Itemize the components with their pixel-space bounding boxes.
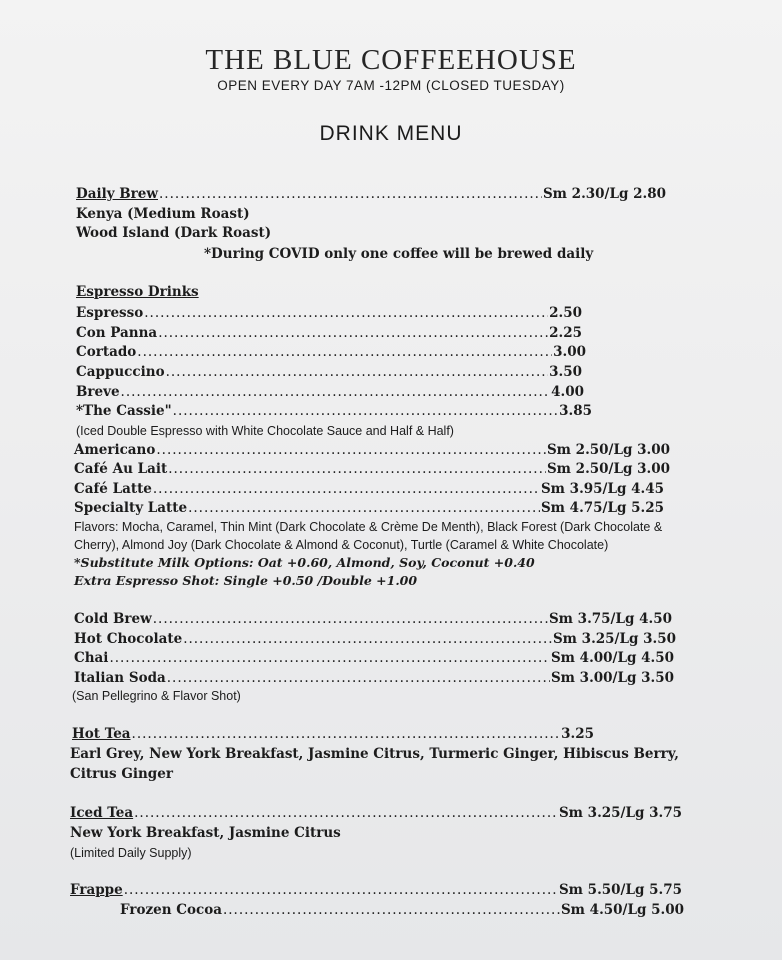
hot-tea-varieties: Citrus Ginger — [70, 766, 173, 782]
item-name: Hot Chocolate — [74, 631, 183, 647]
extra-shot: Extra Espresso Shot: Single +0.50 /Double +1.00 — [74, 573, 418, 588]
item-name: *The Cassie" — [76, 403, 172, 419]
flavors-text: Cherry), Almond Joy (Dark Chocolate & Almond & Coconut), Turtle (Caramel & White Chocolate) — [74, 538, 609, 552]
leader-dots — [156, 442, 546, 458]
item-price: 3.85 — [559, 403, 592, 419]
milk-options: *Substitute Milk Options: Oat +0.60, Almond, Soy, Coconut +0.40 — [74, 555, 535, 570]
item-price: Sm 2.50/Lg 3.00 — [546, 461, 670, 477]
leader-dots — [137, 344, 552, 360]
roast-item: Kenya (Medium Roast) — [76, 206, 250, 222]
menu-item — [74, 650, 674, 666]
leader-dots — [188, 500, 540, 516]
menu-item — [76, 325, 582, 341]
item-price: 4.00 — [551, 384, 584, 400]
menu-item — [74, 670, 674, 686]
item-name: Cold Brew — [74, 611, 152, 627]
item-price: 2.50 — [549, 305, 582, 321]
item-name: Breve — [76, 384, 120, 400]
leader-dots — [159, 186, 542, 202]
leader-dots — [153, 611, 548, 627]
hot-tea-label: Hot Tea — [72, 726, 131, 742]
espresso-heading: Espresso Drinks — [76, 284, 199, 300]
page-title: THE BLUE COFFEEHOUSE — [205, 44, 577, 76]
menu-item — [74, 481, 664, 497]
item-name: Americano — [74, 442, 156, 458]
covid-note: *During COVID only one coffee will be brewed daily — [204, 246, 594, 262]
leader-dots — [183, 631, 552, 647]
hot-tea-line — [72, 726, 594, 742]
item-name: Cappuccino — [76, 364, 165, 380]
leader-dots — [153, 481, 540, 497]
item-price: 3.00 — [553, 344, 586, 360]
daily-brew-line — [76, 186, 666, 202]
item-price: Sm 2.50/Lg 3.00 — [546, 442, 670, 458]
leader-dots — [134, 805, 558, 821]
item-name: Con Panna — [76, 325, 158, 341]
hot-tea-varieties: Earl Grey, New York Breakfast, Jasmine Citrus, Turmeric Ginger, Hibiscus Berry, — [70, 746, 680, 762]
item-name: Café Latte — [74, 481, 152, 497]
menu-item — [76, 384, 584, 400]
menu-title: DRINK MENU — [319, 122, 463, 145]
leader-dots — [121, 384, 551, 400]
item-price: Sm 3.25/Lg 3.50 — [552, 631, 676, 647]
item-price: Sm 4.00/Lg 4.50 — [550, 650, 674, 666]
frappe-line — [70, 882, 682, 898]
daily-brew-label: Daily Brew — [76, 186, 158, 202]
frozen-cocoa-line — [120, 902, 684, 918]
menu-item — [74, 611, 672, 627]
leader-dots — [223, 902, 560, 918]
roast-item: Wood Island (Dark Roast) — [76, 225, 272, 241]
iced-tea-price: Sm 3.25/Lg 3.75 — [558, 805, 682, 821]
cassie-description: (Iced Double Espresso with White Chocolate Sauce and Half & Half) — [76, 424, 454, 438]
menu-item — [74, 461, 670, 477]
menu-item — [76, 364, 582, 380]
menu-item — [74, 442, 670, 458]
item-name: Café Au Lait — [74, 461, 168, 477]
iced-tea-label: Iced Tea — [70, 805, 134, 821]
frappe-label: Frappe — [70, 882, 123, 898]
item-name: Specialty Latte — [74, 500, 188, 516]
leader-dots — [158, 325, 548, 341]
menu-item — [76, 344, 586, 360]
leader-dots — [167, 670, 550, 686]
menu-item — [76, 403, 592, 419]
daily-brew-price: Sm 2.30/Lg 2.80 — [542, 186, 666, 202]
item-name: Cortado — [76, 344, 137, 360]
soda-note: (San Pellegrino & Flavor Shot) — [72, 689, 241, 703]
menu-item — [74, 631, 676, 647]
menu-item — [74, 500, 664, 516]
leader-dots — [144, 305, 548, 321]
iced-tea-varieties: New York Breakfast, Jasmine Citrus — [70, 825, 341, 841]
iced-tea-note: (Limited Daily Supply) — [70, 846, 192, 860]
frozen-cocoa-label: Frozen Cocoa — [120, 902, 222, 918]
hot-tea-price: 3.25 — [561, 726, 594, 742]
leader-dots — [124, 882, 558, 898]
item-price: Sm 3.95/Lg 4.45 — [540, 481, 664, 497]
leader-dots — [166, 364, 549, 380]
frozen-cocoa-price: Sm 4.50/Lg 5.00 — [560, 902, 684, 918]
leader-dots — [132, 726, 561, 742]
leader-dots — [168, 461, 546, 477]
item-price: 3.50 — [549, 364, 582, 380]
flavors-text: Flavors: Mocha, Caramel, Thin Mint (Dark Chocolate & Crème De Menth), Black Forest (Dark Chocolate & — [74, 520, 663, 534]
leader-dots — [173, 403, 558, 419]
item-price: Sm 3.75/Lg 4.50 — [548, 611, 672, 627]
item-price: 2.25 — [549, 325, 582, 341]
item-price: Sm 3.00/Lg 3.50 — [550, 670, 674, 686]
item-name: Espresso — [76, 305, 144, 321]
opening-hours: OPEN EVERY DAY 7AM -12PM (CLOSED TUESDAY) — [217, 78, 565, 93]
frappe-price: Sm 5.50/Lg 5.75 — [558, 882, 682, 898]
item-name: Chai — [74, 650, 109, 666]
menu-item — [76, 305, 582, 321]
item-name: Italian Soda — [74, 670, 166, 686]
item-price: Sm 4.75/Lg 5.25 — [540, 500, 664, 516]
leader-dots — [109, 650, 550, 666]
iced-tea-line — [70, 805, 682, 821]
